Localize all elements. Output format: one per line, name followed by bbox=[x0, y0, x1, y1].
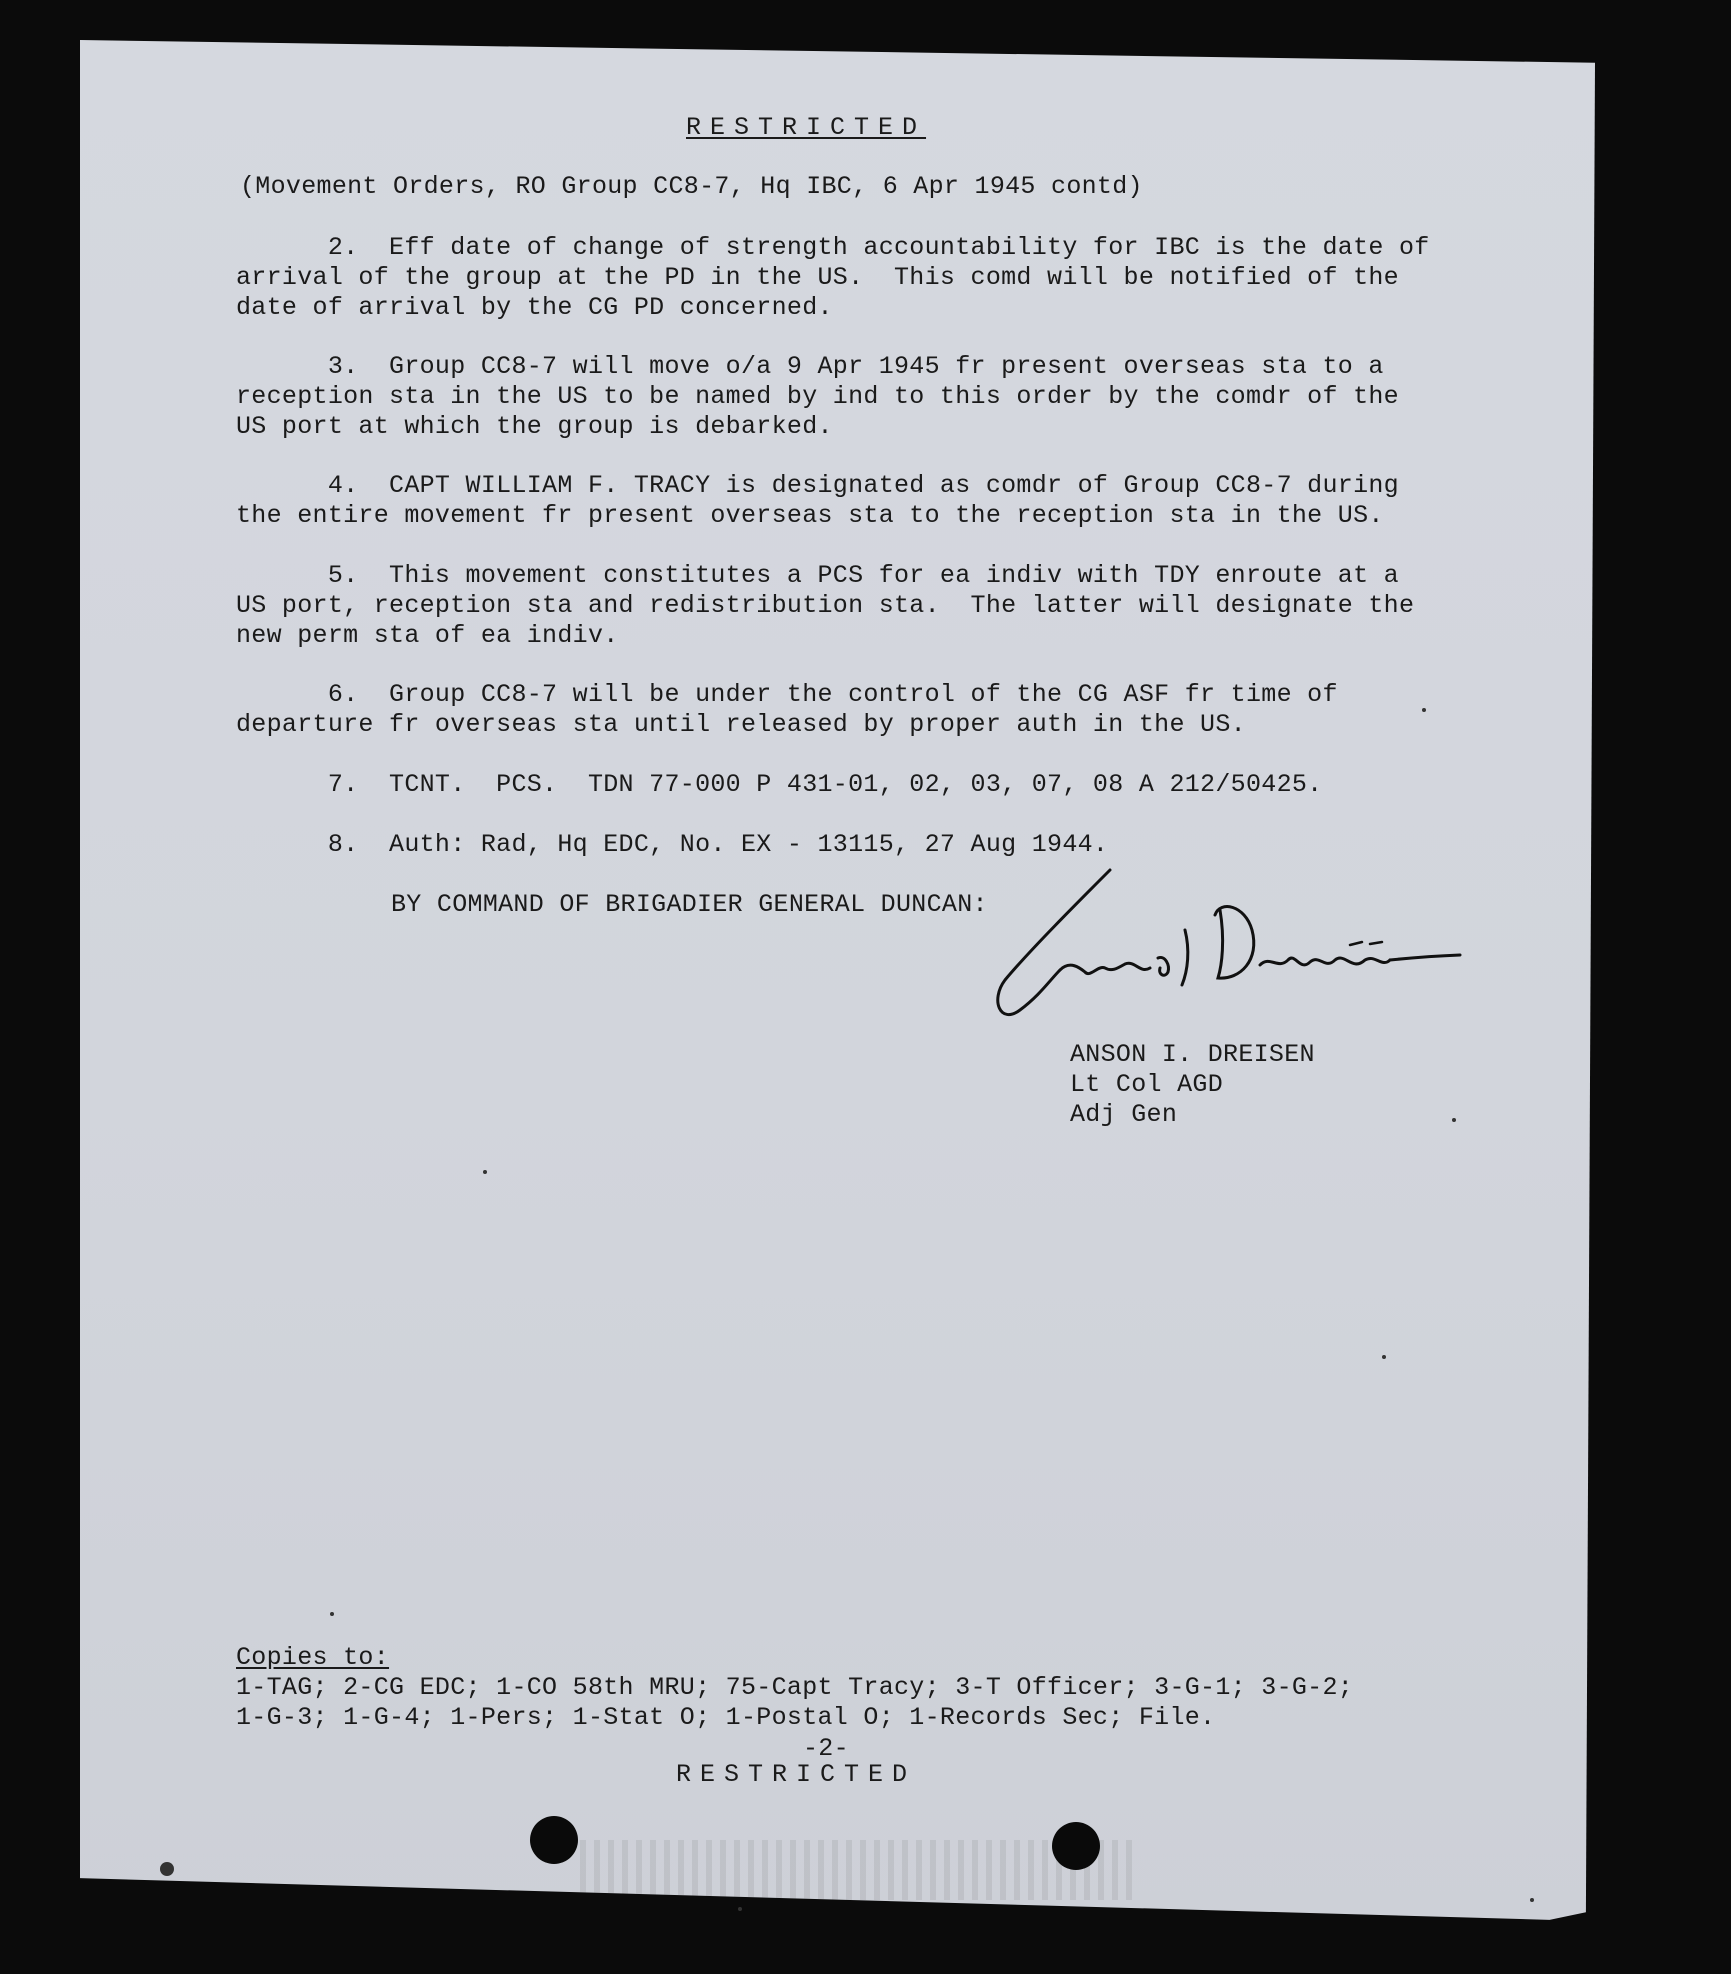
signer-name: ANSON I. DREISEN bbox=[1070, 1040, 1315, 1069]
paragraph-line: the entire movement fr present overseas sta to the reception sta in the US. bbox=[236, 501, 1384, 530]
speck bbox=[1530, 1898, 1534, 1902]
copies-label: Copies to: bbox=[236, 1643, 390, 1672]
paragraph-line: 6. Group CC8-7 will be under the control of the CG ASF fr time of bbox=[236, 680, 1338, 709]
command-line: BY COMMAND OF BRIGADIER GENERAL DUNCAN: bbox=[391, 890, 988, 919]
punch-hole-right bbox=[1052, 1822, 1100, 1870]
signer-rank: Lt Col AGD bbox=[1070, 1070, 1224, 1099]
speck bbox=[330, 1612, 334, 1616]
speck bbox=[1452, 1118, 1456, 1122]
header-classification: RESTRICTED bbox=[686, 113, 927, 142]
speck bbox=[1422, 708, 1426, 712]
paragraph-line: date of arrival by the CG PD concerned. bbox=[236, 293, 833, 322]
signer-title: Adj Gen bbox=[1070, 1100, 1178, 1129]
paragraph-7: 7. TCNT. PCS. TDN 77-000 P 431-01, 02, 03, 07, 08 A 212/50425. bbox=[236, 770, 1323, 799]
handwritten-signature bbox=[990, 860, 1470, 1040]
paragraph-line: 5. This movement constitutes a PCS for ea indiv with TDY enroute at a bbox=[236, 561, 1399, 590]
paragraph-line: 2. Eff date of change of strength accountability for IBC is the date of bbox=[236, 233, 1430, 262]
ink-blot bbox=[160, 1862, 174, 1876]
punch-hole-left bbox=[530, 1816, 578, 1864]
paragraph-line: new perm sta of ea indiv. bbox=[236, 621, 619, 650]
footer-classification: RESTRICTED bbox=[676, 1760, 917, 1789]
paragraph-line: US port at which the group is debarked. bbox=[236, 412, 833, 441]
paragraph-8: 8. Auth: Rad, Hq EDC, No. EX - 13115, 27 Aug 1944. bbox=[236, 830, 1109, 859]
order-subtitle: (Movement Orders, RO Group CC8-7, Hq IBC, 6 Apr 1945 contd) bbox=[240, 172, 1143, 201]
paragraph-line: 3. Group CC8-7 will move o/a 9 Apr 1945 fr present overseas sta to a bbox=[236, 352, 1384, 381]
paragraph-line: 4. CAPT WILLIAM F. TRACY is designated as comdr of Group CC8-7 during bbox=[236, 471, 1399, 500]
copies-line-1: 1-TAG; 2-CG EDC; 1-CO 58th MRU; 75-Capt Tracy; 3-T Officer; 3-G-1; 3-G-2; bbox=[236, 1673, 1354, 1702]
speck bbox=[483, 1170, 487, 1174]
paragraph-line: arrival of the group at the PD in the US. This comd will be notified of the bbox=[236, 263, 1399, 292]
page-number: -2- bbox=[803, 1734, 849, 1763]
speck bbox=[738, 1907, 742, 1911]
copies-line-2: 1-G-3; 1-G-4; 1-Pers; 1-Stat O; 1-Postal O; 1-Records Sec; File. bbox=[236, 1703, 1216, 1732]
paragraph-line: reception sta in the US to be named by ind to this order by the comdr of the bbox=[236, 382, 1399, 411]
paragraph-line: US port, reception sta and redistribution sta. The latter will designate the bbox=[236, 591, 1415, 620]
speck bbox=[1382, 1355, 1386, 1359]
paragraph-line: departure fr overseas sta until released by proper auth in the US. bbox=[236, 710, 1246, 739]
